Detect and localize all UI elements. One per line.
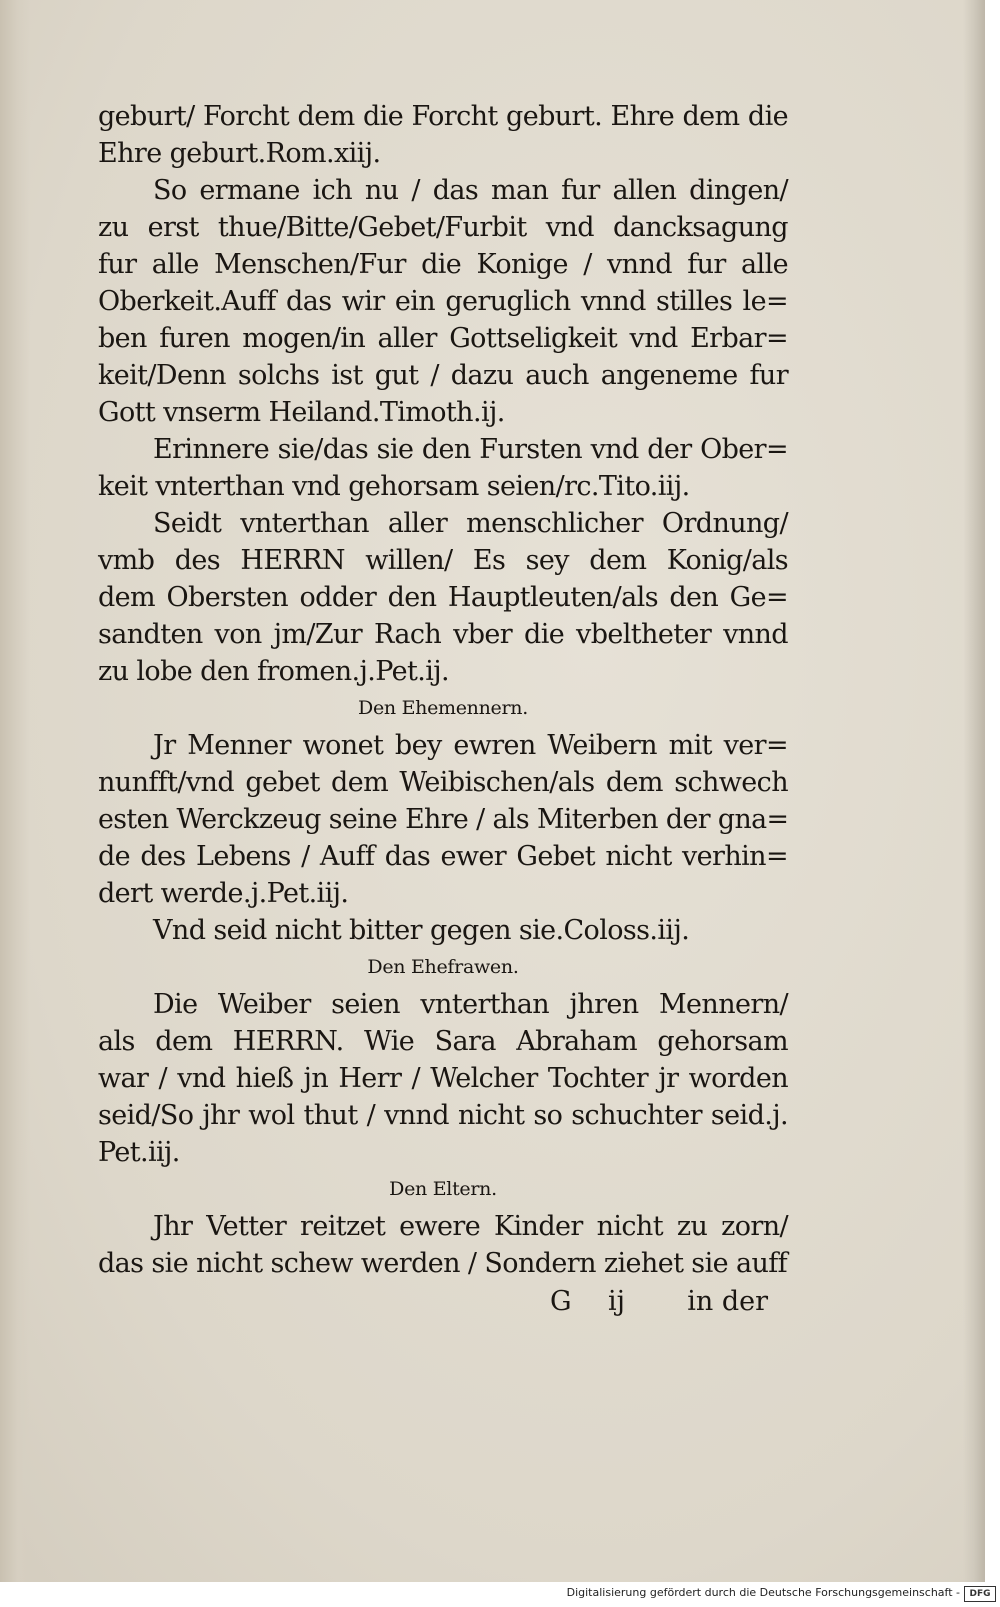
text-line: Seidt vnterthan aller menschlicher Ordnung/ — [153, 508, 788, 539]
text-block — [98, 98, 788, 1322]
catchword: in der — [687, 1286, 768, 1317]
text-line: So ermane ich nu / das man fur allen dingen/ — [153, 175, 788, 206]
text-line: das sie nicht schew werden / Sondern ziehet sie auff — [98, 1248, 788, 1279]
text-line: Die Weiber seien vnterthan jhren Mennern/ — [153, 989, 788, 1020]
text-line: fur alle Menschen/Fur die Konige / vnnd fur alle — [98, 249, 788, 280]
text-line: ben furen mogen/in aller Gottseligkeit vnd Erbar= — [98, 323, 788, 354]
text-line: de des Lebens / Auff das ewer Gebet nicht verhin= — [98, 841, 788, 872]
page-edge-shadow — [963, 0, 985, 1582]
text-line: vmb des HERRN willen/ Es sey dem Konig/als — [98, 545, 788, 576]
text-line: Erinnere sie/das sie den Fursten vnd der Ober= — [153, 434, 788, 465]
text-line: Pet.iij. — [98, 1137, 180, 1168]
footer-credit: Digitalisierung gefördert durch die Deutsche Forschungsgemeinschaft - — [566, 1586, 960, 1599]
text-line: Vnd seid nicht bitter gegen sie.Coloss.iij. — [153, 915, 690, 946]
section-heading-ehemennern: Den Ehemennern. — [358, 697, 528, 719]
text-line: zu erst thue/Bitte/Gebet/Furbit vnd dancksagung — [98, 212, 788, 243]
text-group-4 — [98, 1208, 788, 1282]
text-line: Oberkeit.Auff das wir ein geruglich vnnd stilles le= — [98, 286, 788, 317]
text-line: seid/So jhr wol thut / vnnd nicht so schuchter seid.j. — [98, 1100, 788, 1131]
signature-line — [98, 1282, 788, 1322]
signature-mark: G — [550, 1286, 572, 1317]
signature-number: ij — [608, 1286, 626, 1317]
text-line: geburt/ Forcht dem die Forcht geburt. Ehre dem die — [98, 101, 788, 132]
section-heading-eltern: Den Eltern. — [389, 1178, 497, 1200]
text-group-1 — [98, 98, 788, 690]
text-line: keit/Denn solchs ist gut / dazu auch angeneme fur — [98, 360, 788, 391]
text-line: Gott vnserm Heiland.Timoth.ij. — [98, 397, 505, 428]
dfg-logo: DFG — [964, 1586, 996, 1602]
text-group-2 — [98, 727, 788, 949]
section-heading-ehefrawen: Den Ehefrawen. — [367, 956, 519, 978]
text-line: als dem HERRN. Wie Sara Abraham gehorsam — [98, 1026, 788, 1057]
text-group-3 — [98, 986, 788, 1171]
text-line: war / vnd hieß jn Herr / Welcher Tochter jr worden — [98, 1063, 788, 1094]
text-line: keit vnterthan vnd gehorsam seien/rc.Tito.iij. — [98, 471, 690, 502]
text-line: nunfft/vnd gebet dem Weibischen/als dem schwech — [98, 767, 788, 798]
text-line: dert werde.j.Pet.iij. — [98, 878, 349, 909]
text-line: dem Obersten odder den Hauptleuten/als den Ge= — [98, 582, 788, 613]
text-line: zu lobe den fromen.j.Pet.ij. — [98, 656, 449, 687]
page-spine-shadow — [0, 0, 30, 1582]
text-line: Jhr Vetter reitzet ewere Kinder nicht zu zorn/ — [153, 1211, 788, 1242]
text-line: esten Werckzeug seine Ehre / als Miterben der gna= — [98, 804, 789, 835]
text-line: sandten von jm/Zur Rach vber die vbeltheter vnnd — [98, 619, 788, 650]
text-line: Ehre geburt.Rom.xiij. — [98, 138, 381, 169]
text-line: Jr Menner wonet bey ewren Weibern mit ver= — [153, 730, 788, 761]
